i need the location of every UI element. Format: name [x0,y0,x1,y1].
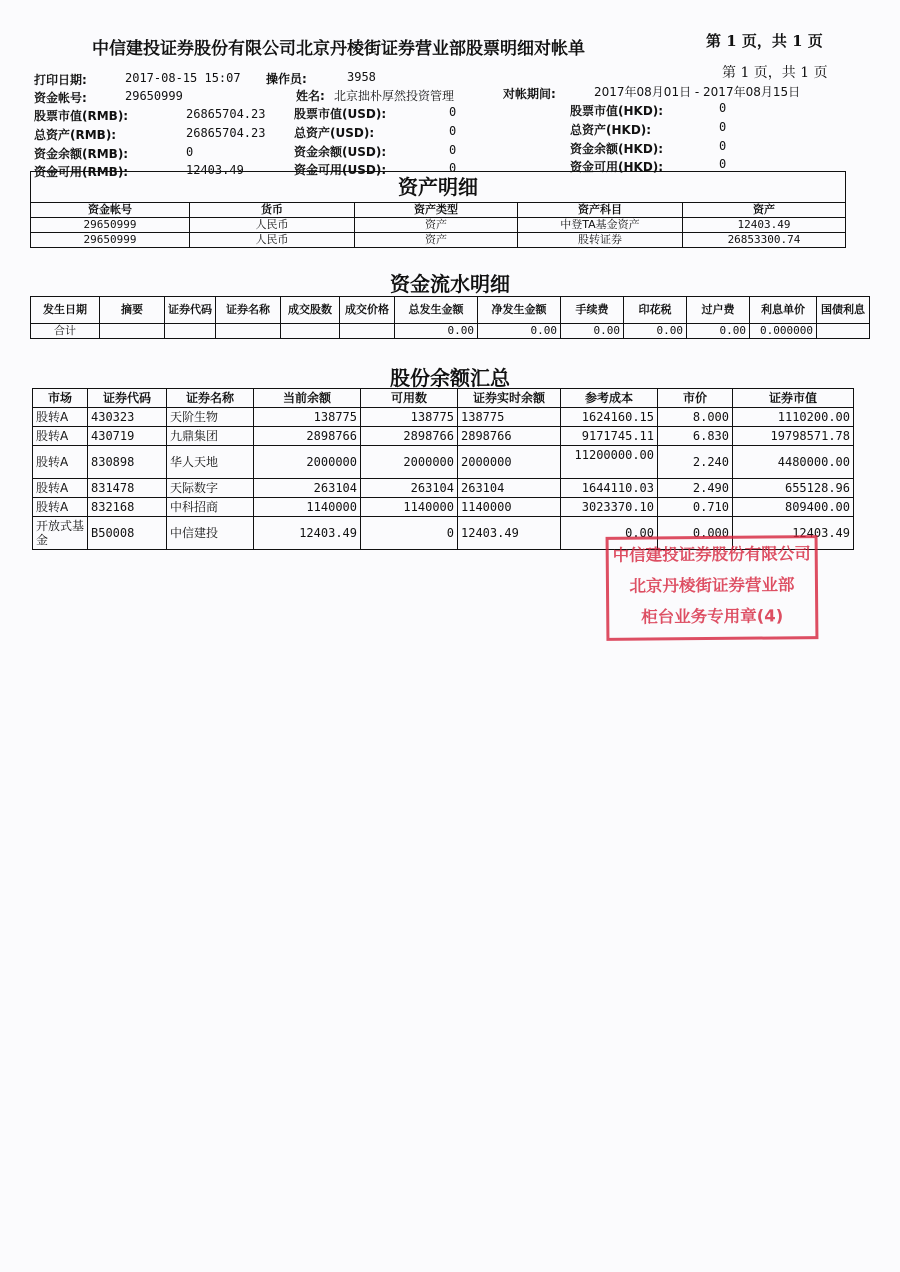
operator-label: 操作员: [266,72,307,86]
summary-label: 股票市值(USD): [294,107,387,121]
official-seal-stamp [606,535,819,641]
column-header: 证券市值 [733,389,854,408]
table-row [33,479,854,498]
asset-detail-table [30,171,846,248]
table-cell: 0 [361,517,458,550]
table-cell: 2000000 [361,446,458,479]
period-label: 对帐期间: [503,87,556,101]
column-header: 过户费 [687,297,750,324]
column-header: 证券代码 [88,389,167,408]
table-cell: 0.00 [624,324,687,339]
column-header: 证券名称 [216,297,281,324]
table-cell: 华人天地 [167,446,254,479]
column-header: 发生日期 [31,297,100,324]
table-cell: 股转A [33,498,88,517]
column-header: 证券名称 [167,389,254,408]
column-header: 摘要 [100,297,165,324]
name-label: 姓名: [296,89,325,103]
table-cell: 138775 [458,408,561,427]
table-cell [817,324,870,339]
table-cell: 2898766 [361,427,458,446]
table-cell: 9171745.11 [561,427,658,446]
table-cell: 股转A [33,408,88,427]
table-cell: 股转A [33,427,88,446]
column-header: 净发生金额 [478,297,561,324]
table-cell: 0.000 [658,517,733,550]
table-cell: 2.490 [658,479,733,498]
table-cell: 29650999 [31,233,190,248]
table-cell: 2000000 [254,446,361,479]
table-cell: 0.00 [561,517,658,550]
table-cell: 合计 [31,324,100,339]
table-cell: 6.830 [658,427,733,446]
table-row [33,446,854,479]
table-cell: 股转A [33,479,88,498]
print-date-value: 2017-08-15 15:07 [125,71,241,85]
summary-value: 26865704.23 [186,107,266,121]
table-cell: 11200000.00 [561,446,658,479]
summary-label: 资金可用(RMB): [34,165,129,179]
table-row [31,218,846,233]
table-cell: 138775 [361,408,458,427]
table-cell: 0.00 [687,324,750,339]
page-indicator-sub: 第 1 页，共 1 页 [722,65,828,81]
summary-value: 0 [186,145,194,159]
column-header: 资金帐号 [31,203,190,218]
table-cell: 1624160.15 [561,408,658,427]
summary-value: 0 [719,101,727,115]
seal-line: 北京丹棱街证券营业部 [629,575,795,596]
holdings-table [32,388,854,550]
table-header-row [31,203,846,218]
column-header: 参考成本 [561,389,658,408]
table-cell [100,324,165,339]
summary-value: 0 [719,139,727,153]
table-row [31,233,846,248]
seal-line: 柜台业务专用章(4) [641,606,784,627]
table-cell: 430719 [88,427,167,446]
column-header: 可用数 [361,389,458,408]
table-cell: 2898766 [458,427,561,446]
table-cell: 资产 [355,218,518,233]
table-cell: 12403.49 [458,517,561,550]
table-row [33,408,854,427]
summary-label: 资金余额(HKD): [570,142,664,156]
table-cell: 655128.96 [733,479,854,498]
column-header: 当前余额 [254,389,361,408]
table-row [33,427,854,446]
table-cell: 1140000 [254,498,361,517]
column-header: 证券实时余额 [458,389,561,408]
table-cell: 1140000 [361,498,458,517]
cashflow-title: 资金流水明细 [390,272,510,296]
table-cell: 809400.00 [733,498,854,517]
column-header: 货币 [190,203,355,218]
table-row [33,498,854,517]
table-cell: 人民币 [190,233,355,248]
table-cell: 26853300.74 [683,233,846,248]
table-cell: B50008 [88,517,167,550]
table-cell: 资产 [355,233,518,248]
table-cell: 832168 [88,498,167,517]
column-header: 资产 [683,203,846,218]
table-cell: 人民币 [190,218,355,233]
column-header: 总发生金额 [395,297,478,324]
summary-value: 0 [449,124,457,138]
table-header-row [31,297,870,324]
table-cell: 3023370.10 [561,498,658,517]
column-header: 利息单价 [750,297,817,324]
table-cell: 830898 [88,446,167,479]
table-cell [165,324,216,339]
table-cell: 中科招商 [167,498,254,517]
summary-value: 0 [449,143,457,157]
table-cell: 1644110.03 [561,479,658,498]
column-header: 国债利息 [817,297,870,324]
holdings-title: 股份余额汇总 [390,366,510,390]
summary-label: 资金余额(RMB): [34,147,129,161]
table-cell: 138775 [254,408,361,427]
summary-value: 12403.49 [186,163,244,177]
table-cell [340,324,395,339]
table-cell: 1140000 [458,498,561,517]
column-header: 资产类型 [355,203,518,218]
summary-value: 0 [449,105,457,119]
table-cell: 天际数字 [167,479,254,498]
summary-label: 总资产(RMB): [34,128,117,142]
table-cell: 8.000 [658,408,733,427]
table-cell: 九鼎集团 [167,427,254,446]
table-cell: 0.00 [478,324,561,339]
table-cell: 0.000000 [750,324,817,339]
column-header: 手续费 [561,297,624,324]
table-cell: 4480000.00 [733,446,854,479]
summary-value: 0 [719,157,727,171]
table-cell: 831478 [88,479,167,498]
summary-label: 总资产(USD): [294,126,375,140]
account-label: 资金帐号: [34,91,87,105]
table-cell: 263104 [254,479,361,498]
account-value: 29650999 [125,89,183,103]
print-date-label: 打印日期: [34,73,87,87]
table-cell: 开放式基金 [33,517,88,550]
column-header: 市价 [658,389,733,408]
summary-label: 总资产(HKD): [570,123,652,137]
table-cell: 1110200.00 [733,408,854,427]
table-cell: 中信建投 [167,517,254,550]
summary-label: 股票市值(RMB): [34,109,129,123]
summary-label: 资金可用(USD): [294,163,387,177]
table-cell: 中登TA基金资产 [518,218,683,233]
table-cell: 263104 [361,479,458,498]
table-cell: 0.00 [561,324,624,339]
summary-value: 0 [719,120,727,134]
table-cell: 12403.49 [733,517,854,550]
table-cell [281,324,340,339]
table-cell: 19798571.78 [733,427,854,446]
table-cell: 2898766 [254,427,361,446]
operator-value: 3958 [347,70,376,84]
total-row [31,324,870,339]
table-header-row [33,389,854,408]
column-header: 市场 [33,389,88,408]
asset-detail-title: 资产明细 [31,172,846,203]
table-cell: 2.240 [658,446,733,479]
name-value: 北京拙朴厚然投资管理 [334,89,455,103]
table-cell: 天阶生物 [167,408,254,427]
table-cell: 263104 [458,479,561,498]
cashflow-table [30,296,870,339]
summary-label: 资金可用(HKD): [570,160,664,174]
column-header: 资产科目 [518,203,683,218]
table-cell: 430323 [88,408,167,427]
seal-line: 中信建投证券股份有限公司 [612,544,811,565]
table-cell: 股转证券 [518,233,683,248]
table-cell: 29650999 [31,218,190,233]
column-header: 印花税 [624,297,687,324]
table-cell: 股转A [33,446,88,479]
table-cell [216,324,281,339]
table-cell: 12403.49 [254,517,361,550]
summary-value: 0 [449,161,457,175]
table-cell: 12403.49 [683,218,846,233]
summary-value: 26865704.23 [186,126,266,140]
table-cell: 2000000 [458,446,561,479]
summary-label: 资金余额(USD): [294,145,387,159]
column-header: 成交股数 [281,297,340,324]
period-value: 2017年08月01日 - 2017年08月15日 [594,85,801,99]
column-header: 成交价格 [340,297,395,324]
summary-label: 股票市值(HKD): [570,104,664,118]
column-header: 证券代码 [165,297,216,324]
page-indicator-top: 第 1 页，共 1 页 [706,32,823,50]
table-cell: 0.710 [658,498,733,517]
table-cell: 0.00 [395,324,478,339]
document-title: 中信建投证券股份有限公司北京丹棱街证券营业部股票明细对帐单 [92,39,585,59]
